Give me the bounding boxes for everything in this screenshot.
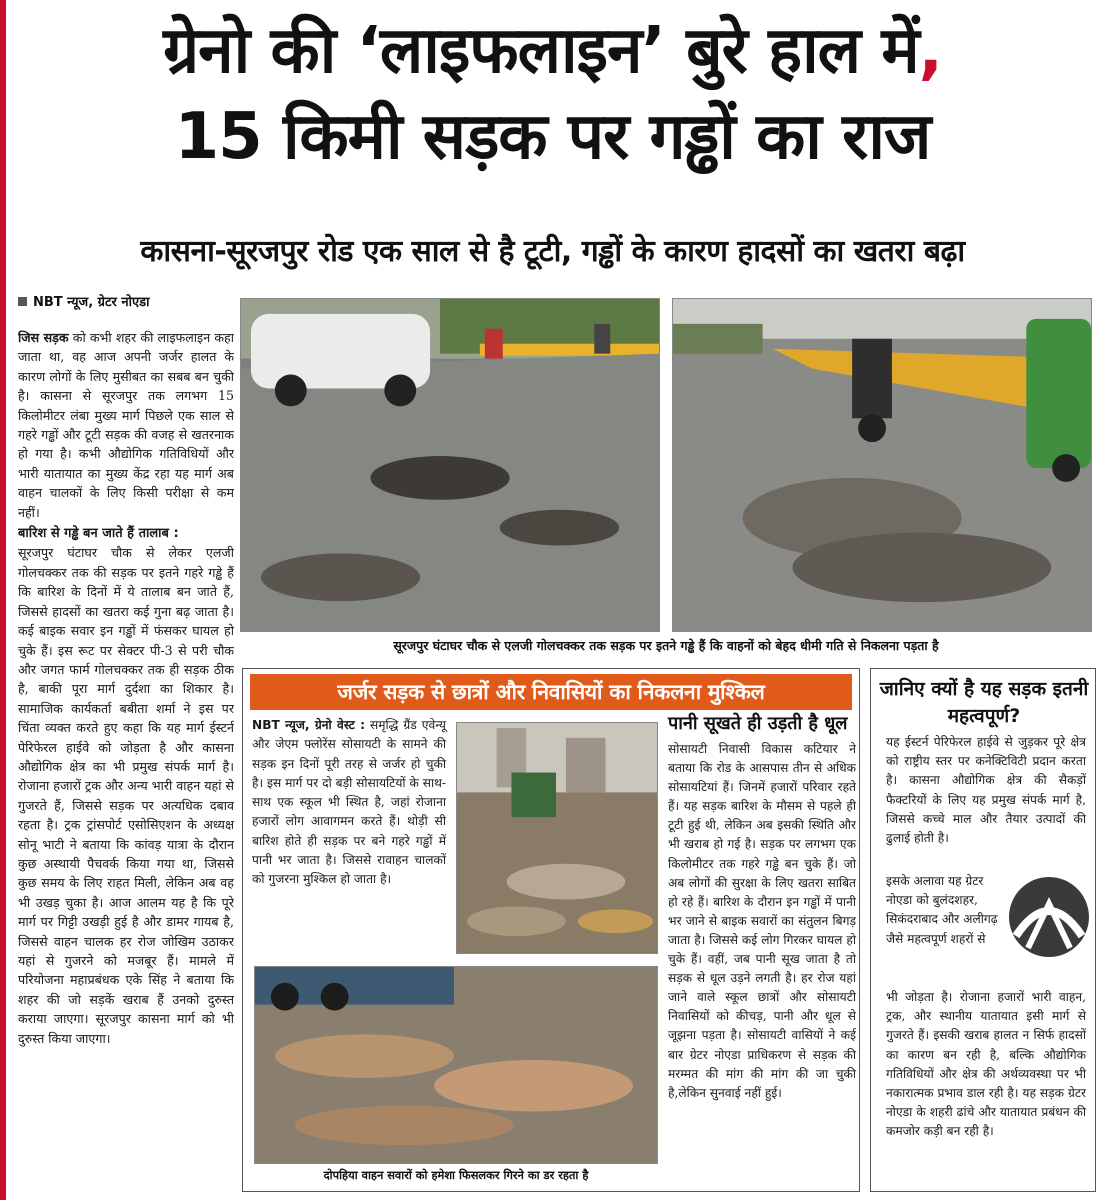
- byline-text: NBT न्यूज, ग्रेटर नोएडा: [33, 295, 150, 310]
- headline-line2: 15 किमी सड़क पर गड्ढों का राज: [174, 100, 931, 174]
- boxed-story-right-text: सोसायटी निवासी विकास कटियार ने बताया कि रोड के आसपास तीन से अधिक सोसायटियां हैं। जिनमें हजारों परिवार रहते हैं। यह सड़क बारिश के मौसम से पहले ही टूटी हुई थी, लेकिन अब इसकी स्थिति और भी खराब हो गई है। सड़क पर लगभग एक किलोमीटर तक गहरे गड्ढे बन चुके हैं। जो अब लोगों की सुरक्षा के लिए खतरा साबित हो रहे हैं। बारिश के दौरान इन गड्ढों में पानी भर जाने से बाइक सवारों का संतुलन बिगड़ जाता है। जिससे कई लोग गिरकर घायल हो चुके हैं। वहीं, जब पानी सूख जाता है तो सड़क से धूल उड़ने लगती है। हर रोज यहां जाने वाले स्कूल छात्रों और सोसायटी निवासियों को कीचड़, पानी और धूल से जूझना पड़ता है। सोसायटी वासियों ने कई बार ग्रेटर नोएडा प्राधिकरण से सड़क की मरम्मत की मांग की मांग की जा चुकी है,लेकिन सुनवाई नहीं हुई।: [668, 742, 856, 1100]
- boxed-story-lead: NBT न्यूज, ग्रेनो वेस्ट :: [252, 718, 365, 732]
- left-article-para2: सूरजपुर घंटाघर चौक से लेकर एलजी गोलचक्कर तक की सड़क पर इतने गहरे गड्ढे हैं कि बारिश के दिनों में ये तालाब बन जाते हैं, जिससे हादसों का खतरा कई गुना बढ़ जाता है। कई बाइक सवार इन गड्ढों में फंसकर घायल हो चुके हैं। इस रूट पर सेक्टर पी-3 से परी चौक और जगत फार्म गोलचक्कर तक ही सड़क ठीक है, बाकी पूरा मार्ग दुर्दशा का शिकार है। सामाजिक कार्यकर्ता बबीता शर्मा ने इस पर चिंता व्यक्त करते हुए कहा कि यह मार्ग ईस्टर्न पेरिफेरल हाईवे को जोड़ता है और कासना औद्योगिक क्षेत्र का भी प्रमुख संपर्क मार्ग है। रोजाना हजारों ट्रक और अन्य भारी वाहन यहां से गुजरते हैं, जिससे सड़क पर अत्यधिक दबाव रहता है। ट्रक ट्रांसपोर्ट एसोसिएशन के अध्यक्ष सोनू भाटी ने बताया कि कांवड़ यात्रा के दौरान कुछ अस्थायी पैचवर्क किया गया था, जिससे कुछ समय के लिए राहत मिली, लेकिन अब वह भी उखड़ चुका है। आज आलम यह है कि पूरे मार्ग पर गिट्टी उखड़ी हुई है और डामर गायब है, जिससे वाहन चालक हर रोज जोखिम उठाकर यहां से गुजरने को मजबूर हैं। मामले में परियोजना महाप्रबंधक एके सिंह ने बताया कि शहर की जो सड़कें खराब हैं उनको दुरुस्त कराया जाएगा। सूरजपुर कासना मार्ग को भी दुरुस्त किया जाएगा।: [18, 545, 234, 1046]
- byline-square-icon: [18, 297, 27, 306]
- sidebar-text-1: यह ईस्टर्न पेरिफेरल हाईवे से जुड़कर पूरे क्षेत्र को राष्ट्रीय स्तर पर कनेक्टिविटी प्रदान करता है। कासना औद्योगिक क्षेत्र की सैकड़ों फैक्टरियों के लिए यह प्रमुख संपर्क मार्ग है, जिससे कच्चे माल और तैयार उत्पादों की ढुलाई होती है।: [886, 735, 1086, 846]
- left-article-lead: जिस सड़क: [18, 330, 69, 345]
- byline: [18, 292, 150, 310]
- boxed-story-text: [252, 716, 446, 890]
- sidebar-text-3: भी जोड़ता है। रोजाना हजारों भारी वाहन, ट्रक, और स्थानीय यातायात इसी मार्ग से गुजरते हैं। इसकी खराब हालत न सिर्फ हादसों का कारण बन रही है, बल्कि औद्योगिक गतिविधियों और क्षेत्र की अर्थव्यवस्था पर भी नकारात्मक प्रभाव डाल रही है। यह सड़क ग्रेटर नोएडा के शहरी ढांचे और यातायात प्रबंधन की कमजोर कड़ी बन रही है।: [886, 990, 1086, 1139]
- road-pothole-car-photo-icon: [240, 298, 660, 632]
- boxed-story-banner: जर्जर सड़क से छात्रों और निवासियों का निकलना मुश्किल: [250, 674, 852, 710]
- left-article: [18, 328, 234, 1190]
- left-article-para1: को कभी शहर की लाइफलाइन कहा जाता था, वह आज अपनी जर्जर हालत के कारण लोगों के लिए मुसीबत का सबब बन चुकी है। कासना से सूरजपुर तक लगभग 15 किलोमीटर लंबा मुख्य मार्ग पिछले एक साल से गहरे गड्ढों और टूटी सड़क की वजह से खतरनाक हो गया है। कभी औद्योगिक गतिविधियों और भारी यातायात का मुख्य केंद्र रहा यह मार्ग अब वाहन चालकों के लिए किसी परीक्षा से कम नहीं।: [18, 330, 234, 520]
- subheadline: कासना-सूरजपुर रोड एक साल से है टूटी, गड्ढों के कारण हादसों का खतरा बढ़ा: [140, 234, 965, 269]
- road-pothole-bike-photo-icon: [672, 298, 1092, 632]
- headline: [10, 8, 1095, 180]
- sidebar-text-2: इसके अलावा यह ग्रेटर नोएडा को बुलंदशहर, सिकंदराबाद और अलीगढ़ जैसे महत्वपूर्ण शहरों से: [886, 874, 998, 946]
- muddy-road-truck-photo-icon: [254, 966, 658, 1164]
- boxed-story-right-heading: पानी सूखते ही उड़ती है धूल: [668, 713, 848, 734]
- bottom-photo-caption: दोपहिया वाहन सवारों को हमेशा फिसलकर गिरने का डर रहता है: [323, 1168, 589, 1182]
- top-photos-caption: सूरजपुर घंटाघर चौक से एलजी गोलचक्कर तक सड़क पर इतने गड्ढे हैं कि वाहनों को बेहद धीमी गति से निकलना पड़ता है: [393, 638, 939, 653]
- sidebar-heading: जानिए क्यों है यह सड़क इतनी महत्वपूर्ण?: [879, 678, 1089, 727]
- boxed-story-body: समृद्धि ग्रैंड एवेन्यू और जेएम फ्लोरेंस सोसायटी के सामने की सड़क इन दिनों पूरी तरह से जर्जर हो चुकी है। इस मार्ग पर दो बड़ी सोसायटियों के साथ-साथ एक स्कूल भी स्थित है, जहां रोजाना हजारों लोग आवागमन करते हैं। थोड़ी सी बारिश होते ही सड़क पर बने गहरे गड्ढों में पानी भर जाता है। जिससे रावाहन चालकों को गुजरना मुश्किल हो जाता है।: [252, 718, 446, 887]
- headline-line1: ग्रेनो की ‘लाइफलाइन’ बुरे हाल में: [163, 14, 919, 88]
- left-red-margin-bar: [0, 0, 6, 1200]
- left-article-subhead: बारिश से गड्ढे बन जाते हैं तालाब :: [18, 526, 179, 542]
- headline-comma: ,: [918, 14, 942, 88]
- highway-road-icon: [1008, 876, 1090, 958]
- truck-waterlogged-road-photo-icon: [456, 722, 658, 954]
